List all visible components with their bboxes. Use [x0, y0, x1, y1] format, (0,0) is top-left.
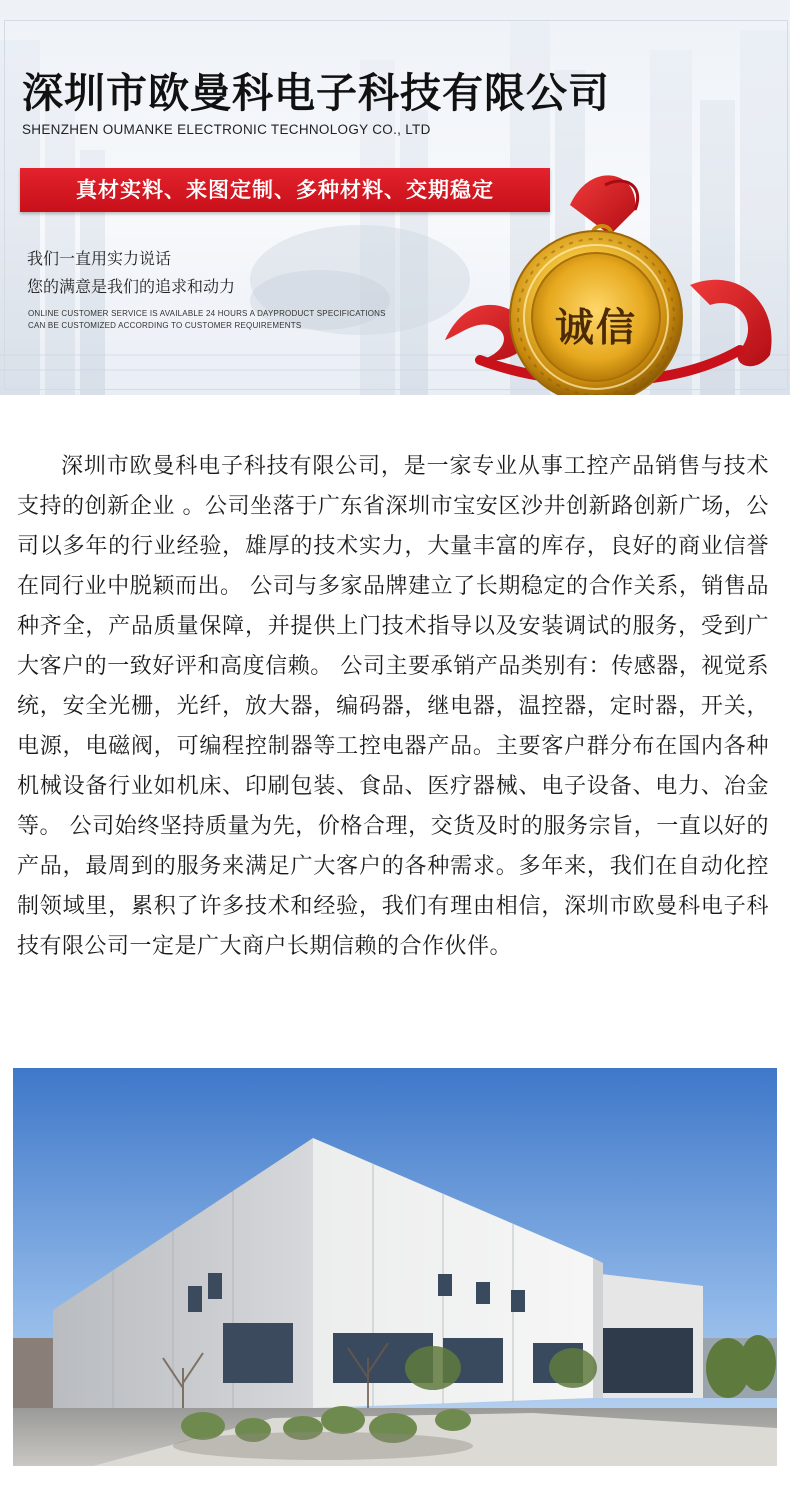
- slogan-english-line-1: ONLINE CUSTOMER SERVICE IS AVAILABLE 24 HOURS A DAYPRODUCT SPECIFICATIONS: [28, 309, 386, 318]
- medal-label: 诚信: [554, 306, 637, 351]
- slogan-line-2: 您的满意是我们的追求和动力: [27, 277, 236, 296]
- slogan-english-line-2: CAN BE CUSTOMIZED ACCORDING TO CUSTOMER REQUIREMENTS: [28, 321, 302, 330]
- company-english-name: SHENZHEN OUMANKE ELECTRONIC TECHNOLOGY CO., LTD: [22, 122, 431, 137]
- company-building-photo: [13, 1068, 777, 1466]
- building-illustration: [13, 1068, 777, 1466]
- company-title: 深圳市欧曼科电子科技有限公司: [22, 69, 610, 117]
- tagline-text: 真材实料、来图定制、多种材料、交期稳定: [76, 178, 494, 202]
- company-introduction: 深圳市欧曼科电子科技有限公司，是一家专业从事工控产品销售与技术支持的创新企业 。公司坐落于广东省深圳市宝安区沙井创新路创新广场，公司以多年的行业经验，雄厚的技术实力，大量丰富的库存，良好的商业信誉在同行业中脱颖而出。 公司与多家品牌建立了长期稳定的合作关系，销售品种齐全，产品质量保障，并提供上门技术指导以及安装调试的服务，受到广大客户的一致好评和高度信赖。 公司主要承销产品类别有：传感器，视觉系统，安全光栅，光纤，放大器，编码器，继电器，温控器，定时器，开关，电源，电磁阀，可编程控制器等工控电器产品。主要客户群分布在国内各种机械设备行业如机床、印刷包装、食品、医疗器械、电子设备、电力、冶金等。 公司始终坚持质量为先，价格合理，交货及时的服务宗旨，一直以好的产品，最周到的服务来满足广大客户的各种需求。多年来，我们在自动化控制领域里，累积了许多技术和经验，我们有理由相信，深圳市欧曼科电子科技有限公司一定是广大商户长期信赖的合作伙伴。: [17, 454, 769, 959]
- medal-icon: [440, 165, 790, 395]
- company-banner: [0, 0, 790, 395]
- slogan-line-1: 我们一直用实力说话: [27, 249, 172, 268]
